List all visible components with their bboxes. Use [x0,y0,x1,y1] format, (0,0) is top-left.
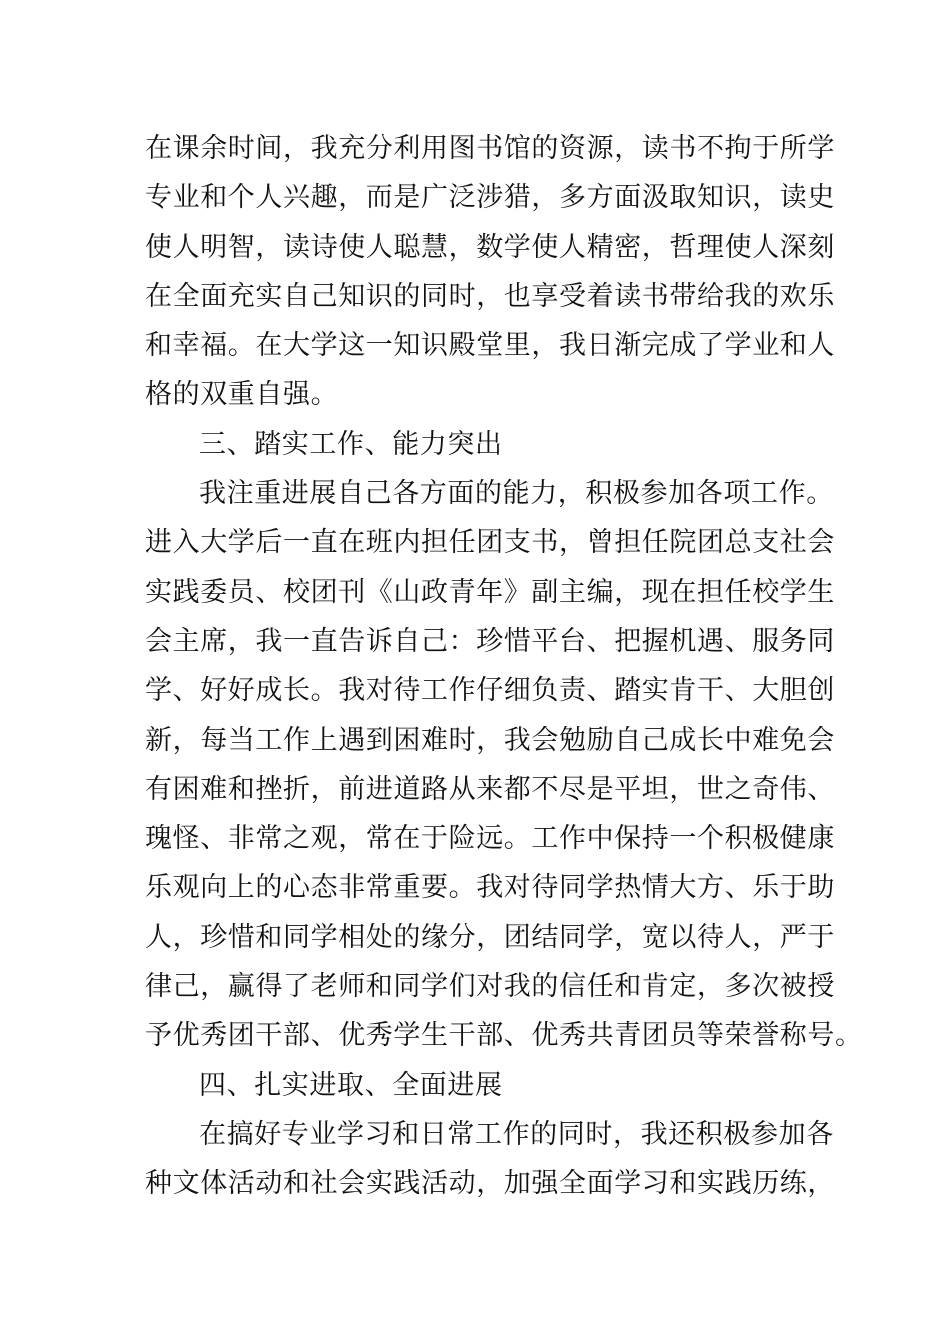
text-line: 进入大学后一直在班内担任团支书，曾担任院团总支社会 [145,527,835,559]
paragraph-first-line: 我注重进展自己各方面的能力，积极参加各项工作。 [199,478,834,510]
text-line: 瑰怪、非常之观，常在于险远。工作中保持一个积极健康 [145,823,835,855]
text-line: 格的双重自强。 [145,379,339,411]
text-line: 律己，赢得了老师和同学们对我的信任和肯定，多次被授 [145,971,835,1003]
document-body [145,124,863,1209]
text-line: 会主席，我一直告诉自己：珍惜平台、把握机遇、服务同 [145,625,835,657]
text-line: 新，每当工作上遇到困难时，我会勉励自己成长中难免会 [145,724,835,756]
paragraph-first-line: 在搞好专业学习和日常工作的同时，我还积极参加各 [199,1118,834,1150]
text-line: 有困难和挫折，前进道路从来都不尽是平坦，世之奇伟、 [145,773,835,805]
text-line: 学、好好成长。我对待工作仔细负责、踏实肯干、大胆创 [145,675,835,707]
text-line: 实践委员、校团刊《山政青年》副主编，现在担任校学生 [145,576,835,608]
text-line: 在课余时间，我充分利用图书馆的资源，读书不拘于所学 [145,133,835,164]
text-line: 予优秀团干部、优秀学生干部、优秀共青团员等荣誉称号。 [145,1020,863,1052]
text-line: 乐观向上的心态非常重要。我对待同学热情大方、乐于助 [145,872,835,904]
text-line: 在全面充实自己知识的同时，也享受着读书带给我的欢乐 [145,280,835,312]
text-line: 专业和个人兴趣，而是广泛涉猎，多方面汲取知识，读史 [145,182,835,214]
section-heading: 三、踏实工作、能力突出 [199,428,503,460]
text-line: 人，珍惜和同学相处的缘分，团结同学，宽以待人，严于 [145,921,835,953]
text-line: 使人明智，读诗使人聪慧，数学使人精密，哲理使人深刻 [145,231,835,263]
text-line: 种文体活动和社会实践活动，加强全面学习和实践历练， [145,1168,835,1200]
section-heading: 四、扎实进取、全面进展 [199,1069,503,1101]
text-line: 和幸福。在大学这一知识殿堂里，我日渐完成了学业和人 [145,330,835,362]
